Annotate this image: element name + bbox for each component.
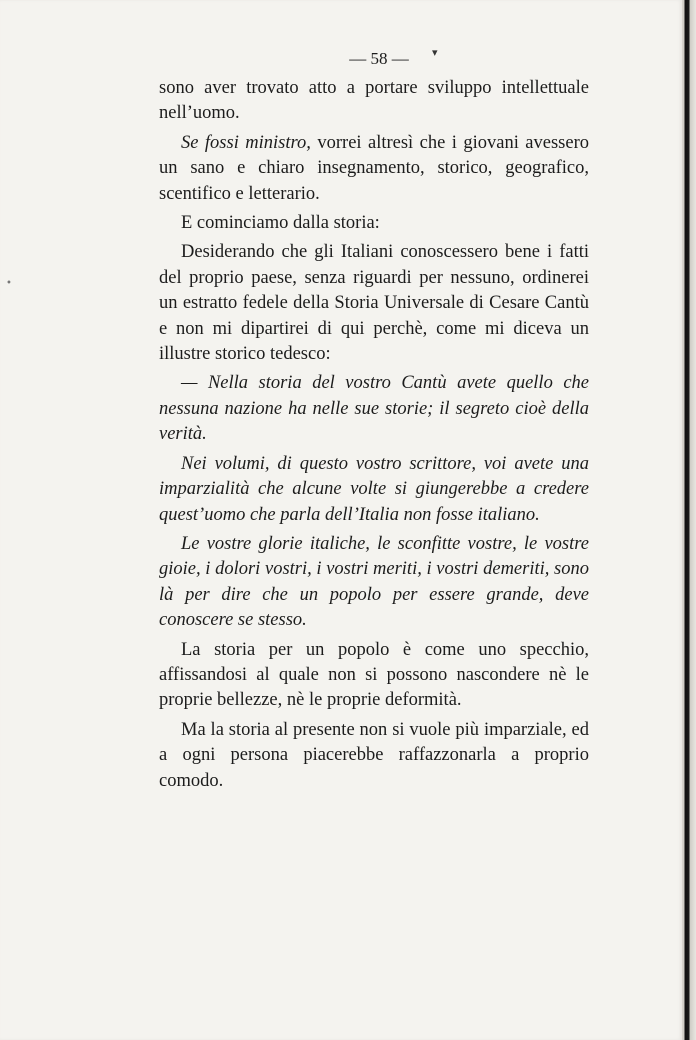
- page-text-block: [159, 44, 589, 798]
- paragraph-ministro: [159, 131, 589, 207]
- paragraph-continuation: sono aver trovato atto a portare sviluppo intellettuale nell’uomo.: [159, 78, 589, 124]
- paragraph-lead-italic: Se fossi ministro,: [181, 132, 311, 153]
- stray-ink-mark: •: [6, 278, 12, 289]
- paragraph-storia-intro: E cominciamo dalla storia:: [181, 213, 380, 234]
- page-number: — 58 —: [349, 49, 409, 68]
- paragraph-specchio: La storia per un popolo è come uno specchio, affissandosi al quale non si possono nascondere nè le proprie bellezze, nè le proprie deformità.: [159, 639, 589, 711]
- paragraph-cantu: Desiderando che gli Italiani conoscessero bene i fatti del proprio paese, senza riguardi per nessuno, ordinerei un estratto fedele della Storia Universale di Cesare Cantù e non mi dipartirei di qui perchè, come mi diceva un illustre storico tedesco:: [159, 242, 589, 365]
- paragraph-body: vorrei altresì che i giovani avessero un sano e chiaro insegnamento, storico, geografico, scentifico e letterario.: [159, 132, 589, 204]
- page-edge-shadow: [682, 0, 696, 1040]
- paragraph-quote-glorie: Le vostre glorie italiche, le sconfitte vostre, le vostre gioie, i dolori vostri, i vostri meriti, i vostri demeriti, sono là per dire che un popolo per essere grande, deve conoscere se stesso.: [159, 533, 589, 631]
- paragraph-raffazzonarla: Ma la storia al presente non si vuole più imparziale, ed a ogni persona piacerebbe raffazzonarla a proprio comodo.: [159, 719, 589, 791]
- stray-ink-mark: ▾: [432, 46, 438, 59]
- paragraph-quote-verita: — Nella storia del vostro Cantù avete quello che nessuna nazione ha nelle sue storie; il segreto cioè della verità.: [159, 373, 589, 445]
- paragraph-quote-imparzialita: Nei volumi, di questo vostro scrittore, voi avete una imparzialità che alcune volte si giungerebbe a credere quest’uomo che parla dell’Italia non fosse italiano.: [159, 453, 589, 525]
